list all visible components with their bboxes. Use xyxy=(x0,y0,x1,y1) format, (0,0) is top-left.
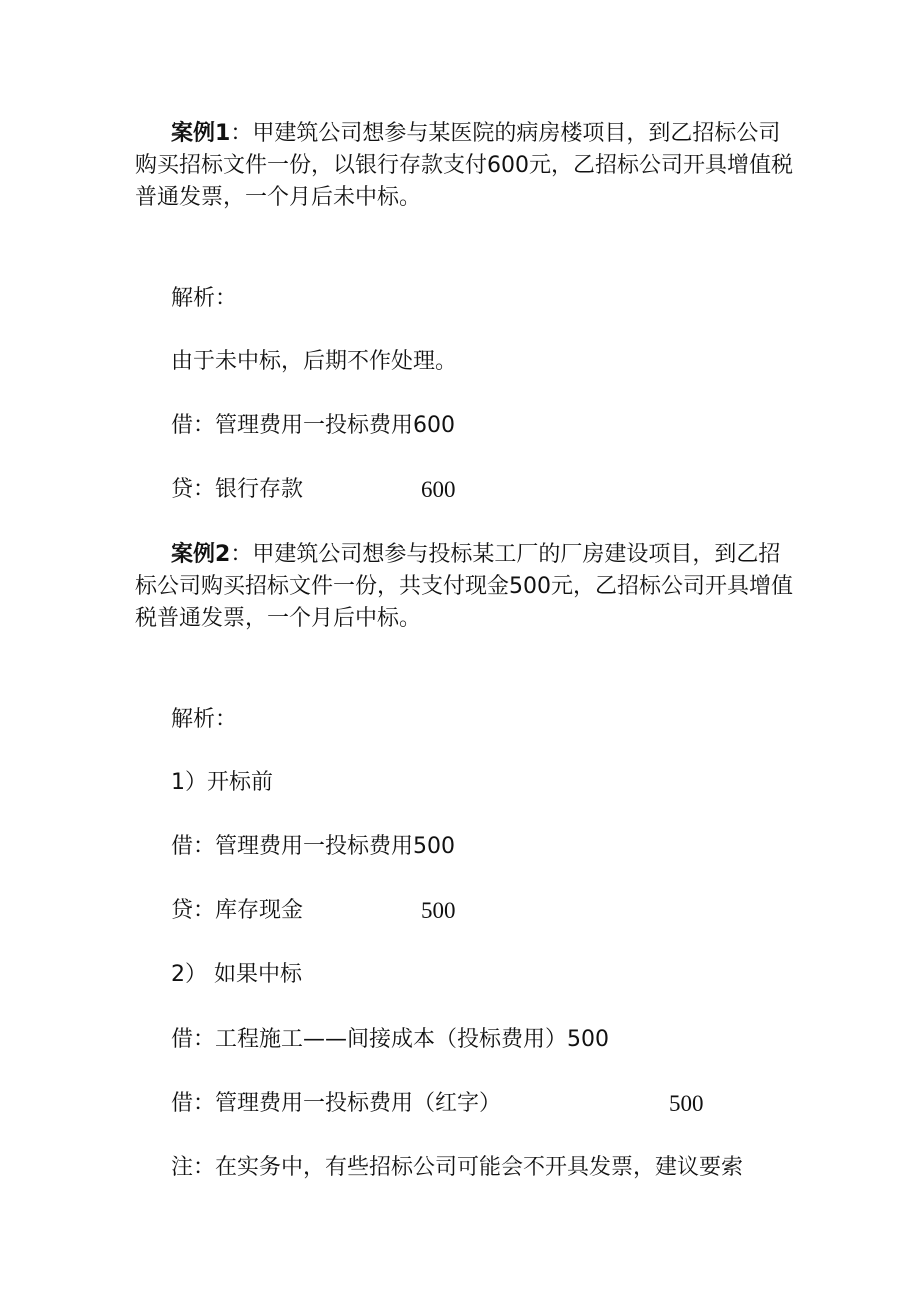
case2-analysis-heading: 解析： xyxy=(171,707,238,732)
case2-paragraph xyxy=(135,539,800,635)
case1-note: 由于未中标，后期不作处理。 xyxy=(171,349,458,374)
case2-step1-credit-label: 贷：库存现金 xyxy=(171,898,304,923)
case2-step1-heading: 1）开标前 xyxy=(171,770,273,795)
case1-paragraph xyxy=(135,118,800,214)
case1-debit-entry: 借：管理费用一投标费用600 xyxy=(171,413,455,438)
case2-text: ：甲建筑公司想参与投标某工厂的厂房建设项目，到乙招标公司购买招标文件一份，共支付现金500元，乙招标公司开具增值税普通发票，一个月后中标。 xyxy=(135,542,793,631)
case2-step1-credit-amount: 500 xyxy=(421,898,456,923)
case1-credit-entry-label: 贷：银行存款 xyxy=(171,477,304,502)
case1-analysis-heading: 解析： xyxy=(171,286,238,311)
case2-step2-reversal-amount: 500 xyxy=(669,1091,704,1116)
case2-step1-debit: 借：管理费用一投标费用500 xyxy=(171,834,455,859)
case2-step2-reversal-label: 借：管理费用一投标费用（红字） xyxy=(171,1091,502,1116)
case2-step2-heading: 2） 如果中标 xyxy=(171,962,302,987)
case1-label: 案例1 xyxy=(171,121,231,146)
case2-label: 案例2 xyxy=(171,542,231,567)
case1-text: ：甲建筑公司想参与某医院的病房楼项目，到乙招标公司购买招标文件一份，以银行存款支付600元，乙招标公司开具增值税普通发票，一个月后未中标。 xyxy=(135,121,793,210)
case1-credit-amount: 600 xyxy=(421,477,456,502)
case2-step2-debit: 借：工程施工——间接成本（投标费用）500 xyxy=(171,1027,609,1052)
footnote-text: 注：在实务中，有些招标公司可能会不开具发票，建议要索 xyxy=(171,1155,744,1180)
